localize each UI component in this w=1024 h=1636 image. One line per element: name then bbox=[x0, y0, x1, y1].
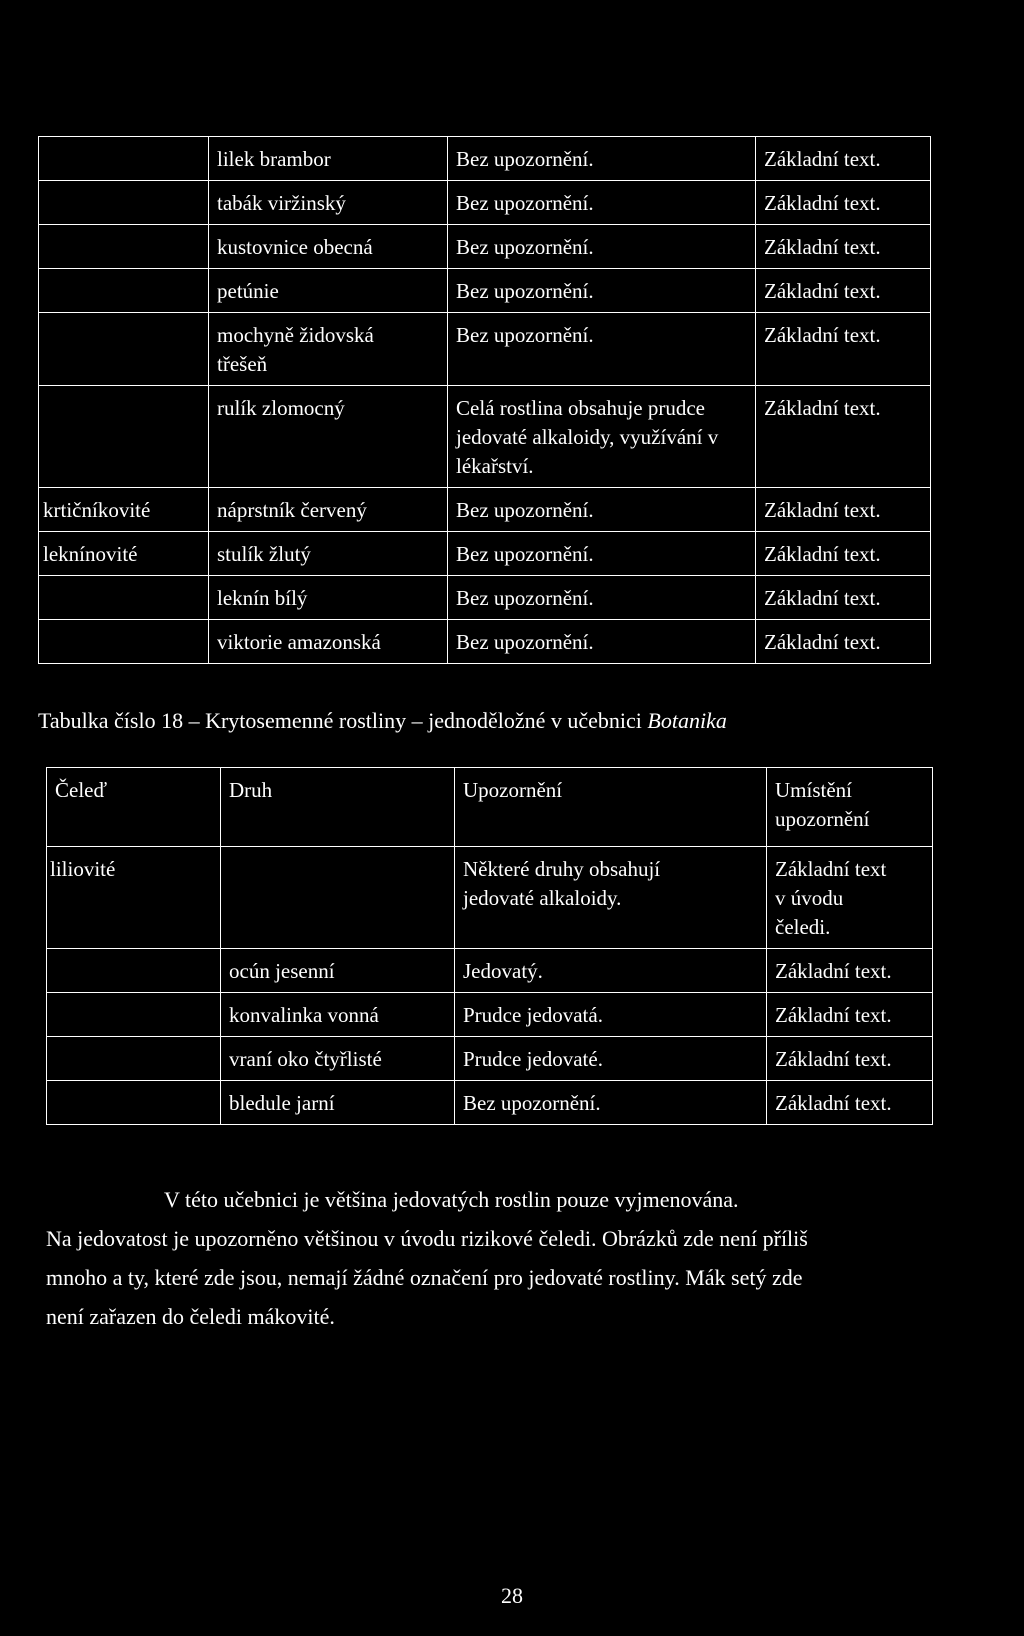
species-cell: stulík žlutý bbox=[209, 531, 448, 575]
table-row bbox=[47, 1036, 933, 1080]
family-cell bbox=[47, 1080, 221, 1124]
location-cell: Základní text. bbox=[767, 992, 933, 1036]
table-caption bbox=[38, 708, 727, 734]
header-warning: Upozornění bbox=[455, 768, 767, 847]
table-row bbox=[47, 846, 933, 948]
location-cell: Základní text. bbox=[756, 575, 931, 619]
table-header-row bbox=[47, 768, 933, 847]
location-cell: Základní text. bbox=[756, 224, 931, 268]
location-cell: Základní text. bbox=[756, 619, 931, 663]
warning-cell: Bez upozornění. bbox=[448, 312, 756, 385]
family-cell: krtičníkovité bbox=[39, 487, 209, 531]
body-paragraph bbox=[46, 1180, 936, 1336]
family-cell bbox=[39, 385, 209, 487]
species-cell: konvalinka vonná bbox=[221, 992, 455, 1036]
species-cell: lilek brambor bbox=[209, 137, 448, 181]
warning-cell: Celá rostlina obsahuje prudce jedovaté alkaloidy, využívání v lékařství. bbox=[448, 385, 756, 487]
species-cell: mochyně židovská třešeň bbox=[209, 312, 448, 385]
table-row bbox=[39, 619, 931, 663]
table-row bbox=[39, 385, 931, 487]
warning-cell: Bez upozornění. bbox=[455, 1080, 767, 1124]
family-cell bbox=[47, 992, 221, 1036]
paragraph-line: Na jedovatost je upozorněno většinou v úvodu rizikové čeledi. Obrázků zde není příliš bbox=[46, 1226, 808, 1251]
species-cell: tabák viržinský bbox=[209, 180, 448, 224]
family-cell bbox=[39, 137, 209, 181]
species-cell: vraní oko čtyřlisté bbox=[221, 1036, 455, 1080]
table-row bbox=[39, 224, 931, 268]
table-row bbox=[39, 312, 931, 385]
location-cell: Základní text v úvodu čeledi. bbox=[767, 846, 933, 948]
family-cell bbox=[39, 268, 209, 312]
warning-cell: Prudce jedovatá. bbox=[455, 992, 767, 1036]
paragraph-line: není zařazen do čeledi mákovité. bbox=[46, 1304, 335, 1329]
location-cell: Základní text. bbox=[767, 1036, 933, 1080]
header-species: Druh bbox=[221, 768, 455, 847]
family-cell bbox=[47, 1036, 221, 1080]
warning-cell: Jedovatý. bbox=[455, 948, 767, 992]
species-cell bbox=[221, 846, 455, 948]
caption-book-title: Botanika bbox=[647, 708, 727, 733]
warning-cell: Bez upozornění. bbox=[448, 137, 756, 181]
location-cell: Základní text. bbox=[767, 1080, 933, 1124]
table-row bbox=[47, 992, 933, 1036]
table-row bbox=[39, 531, 931, 575]
location-cell: Základní text. bbox=[756, 487, 931, 531]
plants-table-dicots bbox=[38, 136, 931, 664]
family-cell: liliovité bbox=[47, 846, 221, 948]
family-cell bbox=[39, 312, 209, 385]
page-number: 28 bbox=[501, 1583, 523, 1608]
species-cell: viktorie amazonská bbox=[209, 619, 448, 663]
species-cell: ocún jesenní bbox=[221, 948, 455, 992]
family-cell bbox=[47, 948, 221, 992]
family-cell bbox=[39, 180, 209, 224]
location-cell: Základní text. bbox=[756, 531, 931, 575]
table-row bbox=[39, 180, 931, 224]
family-cell bbox=[39, 575, 209, 619]
table-row bbox=[39, 575, 931, 619]
warning-cell: Bez upozornění. bbox=[448, 619, 756, 663]
paragraph-line: mnoho a ty, které zde jsou, nemají žádné označení pro jedovaté rostliny. Mák setý zde bbox=[46, 1265, 803, 1290]
warning-cell: Bez upozornění. bbox=[448, 487, 756, 531]
species-cell: bledule jarní bbox=[221, 1080, 455, 1124]
caption-text: Tabulka číslo 18 – Krytosemenné rostliny – jednoděložné v učebnici bbox=[38, 708, 648, 733]
location-cell: Základní text. bbox=[767, 948, 933, 992]
location-cell: Základní text. bbox=[756, 137, 931, 181]
warning-cell: Některé druhy obsahují jedovaté alkaloidy. bbox=[455, 846, 767, 948]
table-row bbox=[39, 268, 931, 312]
plants-table-monocots bbox=[46, 767, 933, 1125]
paragraph-line: V této učebnici je většina jedovatých rostlin pouze vyjmenována. bbox=[164, 1187, 739, 1212]
location-cell: Základní text. bbox=[756, 268, 931, 312]
location-cell: Základní text. bbox=[756, 180, 931, 224]
species-cell: petúnie bbox=[209, 268, 448, 312]
warning-cell: Bez upozornění. bbox=[448, 224, 756, 268]
warning-cell: Bez upozornění. bbox=[448, 268, 756, 312]
species-cell: náprstník červený bbox=[209, 487, 448, 531]
warning-cell: Bez upozornění. bbox=[448, 575, 756, 619]
location-cell: Základní text. bbox=[756, 312, 931, 385]
family-cell bbox=[39, 619, 209, 663]
header-family: Čeleď bbox=[47, 768, 221, 847]
species-cell: leknín bílý bbox=[209, 575, 448, 619]
species-cell: rulík zlomocný bbox=[209, 385, 448, 487]
warning-cell: Bez upozornění. bbox=[448, 531, 756, 575]
header-location: Umístění upozornění bbox=[767, 768, 933, 847]
table-row bbox=[47, 1080, 933, 1124]
table-row bbox=[47, 948, 933, 992]
species-cell: kustovnice obecná bbox=[209, 224, 448, 268]
warning-cell: Bez upozornění. bbox=[448, 180, 756, 224]
table-row bbox=[39, 137, 931, 181]
table-row bbox=[39, 487, 931, 531]
warning-cell: Prudce jedovaté. bbox=[455, 1036, 767, 1080]
location-cell: Základní text. bbox=[756, 385, 931, 487]
family-cell bbox=[39, 224, 209, 268]
family-cell: leknínovité bbox=[39, 531, 209, 575]
